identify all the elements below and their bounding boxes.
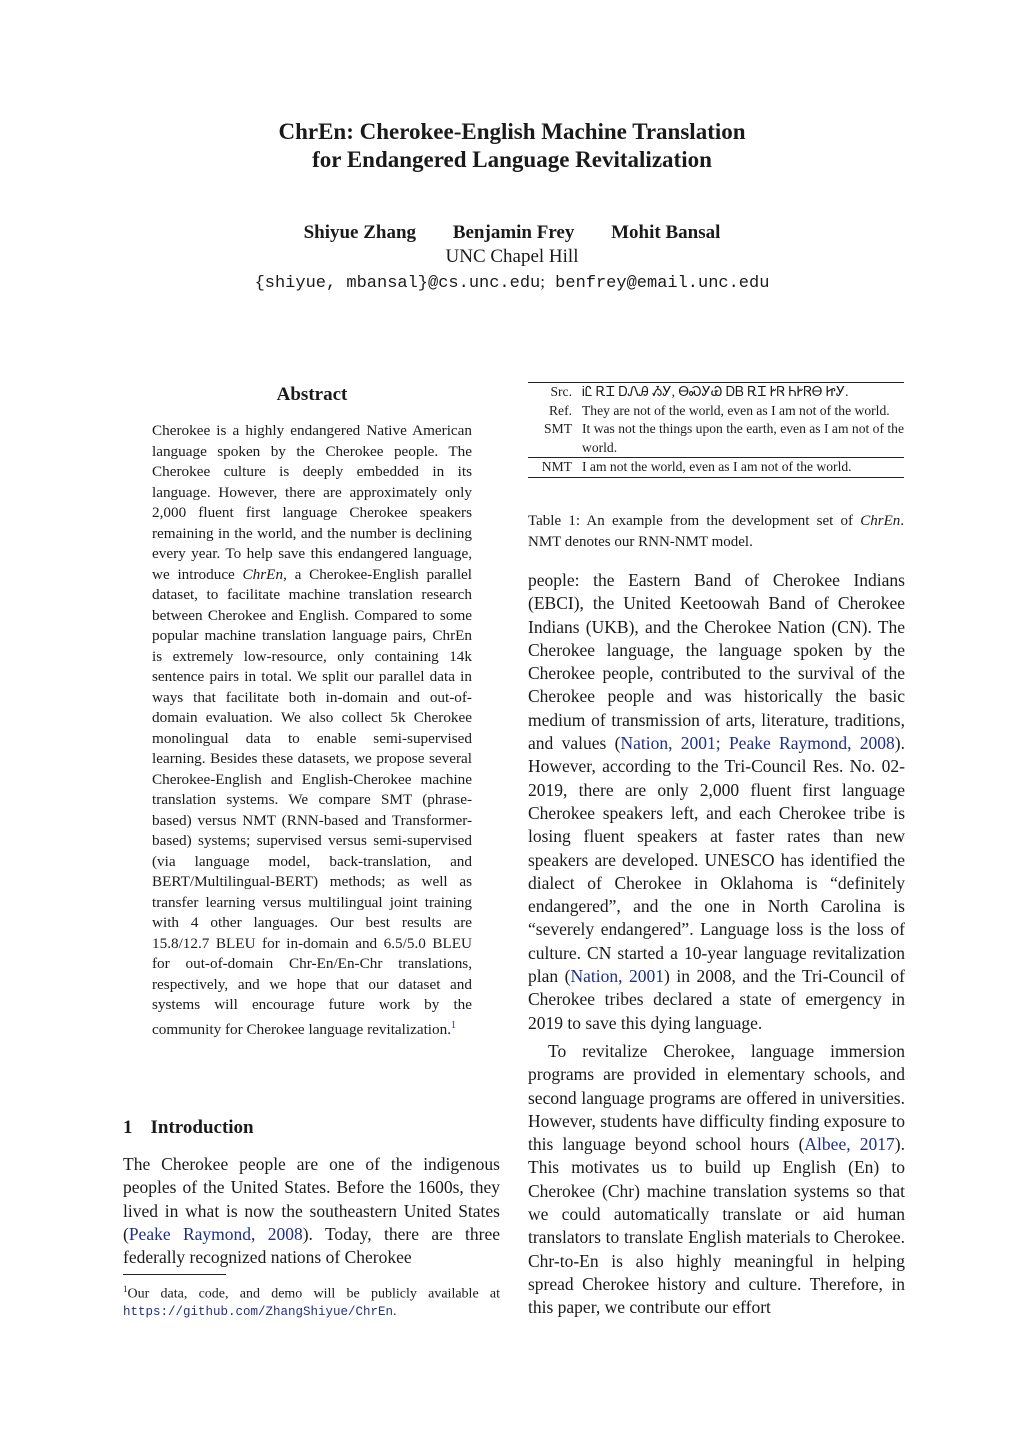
row-text: They are not of the world, even as I am not of the world. — [582, 402, 890, 418]
intro-text: ). Today, there are three federally recognized nations of Cherokee — [123, 1223, 500, 1268]
intro-paragraph-left — [123, 1153, 500, 1269]
title-line-2: for Endangered Language Revitalization — [312, 147, 712, 172]
row-text: ᎥᏝ ᎡᏆ ᎠᏁᎯ ᏱᎩ, ᎾᏍᎩᏯ ᎠᏴ ᎡᏆ ᎨᏒ ᏂᎨᏒᎾ ᏥᎩ. — [582, 384, 849, 399]
citation-link[interactable]: Albee, 2017 — [804, 1134, 895, 1155]
author-name: Benjamin Frey — [452, 222, 575, 243]
abstract-body — [152, 421, 472, 1040]
author-emails — [0, 272, 1024, 293]
section-number: 1 — [123, 1117, 133, 1138]
row-text: I am not the world, even as I am not of the world. — [582, 459, 852, 474]
section-title: Introduction — [150, 1117, 254, 1138]
title-line-1: ChrEn: Cherokee-English Machine Translation — [278, 119, 746, 144]
footnote-rule — [123, 1274, 226, 1275]
citation-link[interactable]: Nation, 2001 — [570, 966, 665, 987]
abstract-text-1: Cherokee is a highly endangered Native American language spoken by the Cherokee people. The Cherokee culture is deeply embedded in its language. However, there are approximately only 2,000 fluent first language Cherokee speakers remaining in the world, and the number is declining every year. To help save this endangered language, we introduce — [152, 422, 472, 583]
row-label: NMT — [541, 459, 572, 474]
row-text: It was not the things upon the earth, even as I am not of the world. — [582, 421, 905, 455]
intro-text: To revitalize Cherokee, language immersion programs are provided in elementary schools, and second language programs are offered in universities. However, students have difficulty finding exposure to this language beyond school hours ( — [528, 1040, 905, 1155]
affiliation: UNC Chapel Hill — [445, 246, 579, 267]
email-group-1: {shiyue, mbansal}@cs.unc.edu — [254, 274, 541, 293]
row-label: SMT — [544, 421, 572, 436]
footnote-url-link[interactable]: https://github.com/ZhangShiyue/ChrEn — [123, 1304, 394, 1319]
intro-text: ). This motivates us to build up English (En) to Cherokee (Chr) machine translation systems so that we could automatically translate or aid human translators to translate English materials to Cherokee. Chr-to-En is also highly meaningful in helping spread Cherokee history and culture. Therefore, in this paper, we contribute our effort — [528, 1134, 905, 1318]
author-name: Mohit Bansal — [611, 222, 721, 243]
caption-suffix: . NMT denotes our RNN-NMT model. — [528, 513, 904, 550]
author-name: Shiyue Zhang — [303, 222, 417, 243]
intro-paragraph — [528, 569, 905, 1035]
abstract-heading: Abstract — [276, 384, 348, 405]
row-label: Src. — [550, 384, 572, 399]
footnote — [123, 1281, 500, 1321]
table-caption — [528, 511, 904, 553]
intro-text: ). However, according to the Tri-Council Res. No. 02-2019, there are only 2,000 fluent first language Cherokee speakers left, and each Cherokee tribe is losing fluent speakers at faster rates than new speakers are developed. UNESCO has identified the dialect of Cherokee in Oklahoma is “definitely endangered”, and the one in North Carolina is “severely endangered”. Language loss is the loss of culture. CN started a 10-year language revitalization plan ( — [528, 733, 905, 987]
caption-prefix: Table 1: An example from the development set of — [528, 513, 861, 529]
intro-text: The Cherokee people are one of the indigenous peoples of the United States. Before the 1600s, they lived in what is now the southeastern United States ( — [123, 1154, 500, 1244]
footnote-ref[interactable]: 1 — [451, 1019, 457, 1031]
intro-text: people: the Eastern Band of Cherokee Indians (EBCI), the United Keetoowah Band of Cherokee Indians (UKB), and the Cherokee Nation (CN). The Cherokee language, the language spoken by the Cherokee people, contributed to the survival of the Cherokee people and was historically the basic medium of transmission of arts, literature, traditions, and values ( — [528, 570, 905, 754]
intro-paragraphs-right — [528, 569, 905, 1320]
abstract-text-2: , a Cherokee-English parallel dataset, to facilitate machine translation research between Cherokee and English. Compared to some popular machine translation language pairs, ChrEn is extremely low-resource, only containing 14k sentence pairs in total. We split our parallel data in ways that facilitate both in-domain and out-of-domain evaluation. We also collect 5k Cherokee monolingual data to enable semi-supervised learning. Besides these datasets, we propose several Cherokee-English and English-Cherokee machine translation systems. We compare SMT (phrase-based) versus NMT (RNN-based and Transformer-based) systems; supervised versus semi-supervised (via language model, back-translation, and BERT/Multilingual-BERT) methods; as well as transfer learning versus multilingual joint training with 4 other languages. Our best results are 15.8/12.7 BLEU for in-domain and 6.5/5.0 BLEU for out-of-domain Chr-En/En-Chr translations, respectively, and we hope that our dataset and systems will encourage future work by the community for Cherokee language revitalization. — [152, 565, 473, 1038]
table-row — [528, 420, 904, 457]
citation-link[interactable]: Peake Raymond, 2008 — [128, 1223, 303, 1244]
table-row — [528, 402, 904, 421]
abstract-dataset-name: ChrEn — [242, 565, 284, 583]
row-label: Ref. — [548, 402, 572, 418]
footnote-end: . — [393, 1303, 397, 1319]
section-heading-introduction — [123, 1117, 254, 1139]
caption-dataset-name: ChrEn — [860, 513, 901, 529]
paper-title — [0, 118, 1024, 174]
table-row — [528, 457, 904, 477]
footnote-text: Our data, code, and demo will be publicly available at — [127, 1286, 500, 1302]
email-separator: ; — [540, 272, 545, 291]
author-list — [0, 222, 1024, 244]
table-row — [528, 383, 904, 402]
email-2: benfrey@email.unc.edu — [555, 274, 770, 293]
intro-text: ) in 2008, and the Tri-Council of Cherokee tribes declared a state of emergency in 2019 to save this dying language. — [528, 966, 905, 1033]
citation-link[interactable]: Nation, 2001; Peake Raymond, 2008 — [620, 733, 895, 754]
example-table — [528, 382, 904, 478]
footnote-mark: 1 — [123, 1284, 128, 1294]
intro-paragraph — [528, 1040, 905, 1320]
